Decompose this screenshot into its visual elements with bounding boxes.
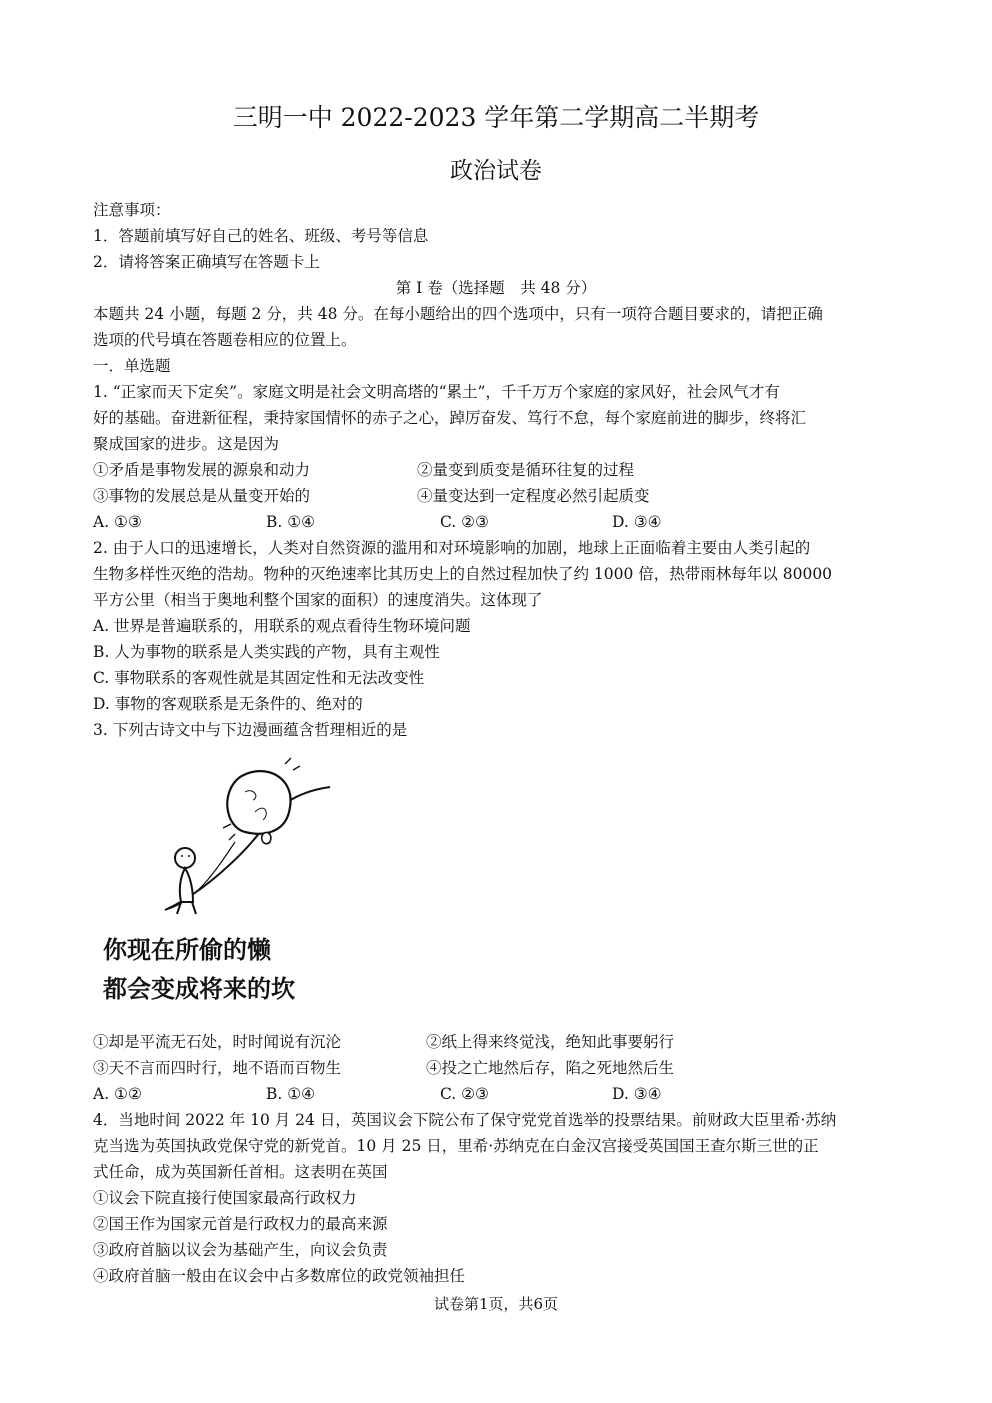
q4-statement-1: ①议会下院直接行使国家最高行政权力 (93, 1189, 357, 1207)
q3-choice-a: A. ①② (93, 1085, 142, 1103)
q3-statement-4: ④投之亡地然后存，陷之死地然后生 (426, 1059, 675, 1077)
q2-option-c: C. 事物联系的客观性就是其固定性和无法改变性 (93, 669, 425, 687)
question-1-stem: 1. “正家而天下定矣”。家庭文明是社会文明高塔的“累土”，千千万万个家庭的家风好，社会风气才有 (93, 383, 780, 401)
q4-statement-3: ③政府首脑以议会为基础产生，向议会负责 (93, 1241, 388, 1259)
question-2-stem: 2. 由于人口的迅速增长，人类对自然资源的滥用和对环境影响的加剧，地球上正面临着主要由人类引起的 (93, 539, 811, 557)
q3-choice-d: D. ③④ (612, 1085, 662, 1103)
page-footer: 试卷第1页，共6页 (433, 1295, 559, 1313)
q2-option-d: D. 事物的客观联系是无条件的、绝对的 (93, 695, 363, 713)
q1-choice-d: D. ③④ (612, 513, 662, 531)
part-heading: 一．单选题 (93, 357, 171, 375)
cartoon-caption-line-2: 都会变成将来的坎 (103, 975, 295, 1003)
cartoon-caption-line-1: 你现在所偷的懒 (103, 936, 271, 964)
q3-choice-c: C. ②③ (440, 1085, 489, 1103)
section-instructions: 本题共 24 小题，每题 2 分，共 48 分。在每小题给出的四个选项中，只有一项符合题目要求的，请把正确 (93, 305, 823, 323)
q3-statement-3: ③天不言而四时行，地不语而百物生 (93, 1059, 342, 1077)
q1-statement-3: ③事物的发展总是从量变开始的 (93, 487, 311, 505)
q3-statement-2: ②纸上得来终觉浅，绝知此事要躬行 (426, 1033, 675, 1051)
q3-choice-b: B. ①④ (266, 1085, 316, 1103)
notes-heading: 注意事项： (93, 201, 171, 219)
cartoon-figure (95, 752, 345, 1014)
question-1-stem: 聚成国家的进步。这是因为 (93, 435, 280, 453)
cartoon-drawing (95, 752, 345, 1014)
q1-choice-c: C. ②③ (440, 513, 489, 531)
q1-statement-2: ②量变到质变是循环往复的过程 (417, 461, 635, 479)
question-1-stem: 好的基础。奋进新征程，秉持家国情怀的赤子之心，踔厉奋发、笃行不怠，每个家庭前进的脚步，终将汇 (93, 409, 807, 427)
question-3-stem: 3. 下列古诗文中与下边漫画蕴含哲理相近的是 (93, 721, 408, 739)
question-4-stem: 4．当地时间 2022 年 10 月 24 日，英国议会下院公布了保守党党首选举的投票结果。前财政大臣里希·苏纳 (93, 1111, 837, 1129)
q4-statement-4: ④政府首脑一般由在议会中占多数席位的政党领袖担任 (93, 1267, 466, 1285)
q2-option-a: A. 世界是普遍联系的，用联系的观点看待生物环境问题 (93, 617, 471, 635)
q1-statement-4: ④量变达到一定程度必然引起质变 (417, 487, 650, 505)
exam-subtitle: 政治试卷 (450, 158, 542, 184)
q2-option-b: B. 人为事物的联系是人类实践的产物，具有主观性 (93, 643, 440, 661)
note-item: 2．请将答案正确填写在答题卡上 (93, 253, 320, 271)
question-2-stem: 平方公里（相当于奥地利整个国家的面积）的速度消失。这体现了 (93, 591, 543, 609)
question-2-stem: 生物多样性灭绝的浩劫。物种的灭绝速率比其历史上的自然过程加快了约 1000 倍，热带雨林每年以 80000 (93, 565, 833, 583)
section-title: 第 I 卷（选择题 共 48 分） (395, 279, 597, 297)
question-4-stem: 克当选为英国执政党保守党的新党首。10 月 25 日，里希·苏纳克在白金汉宫接受英国国王查尔斯三世的正 (93, 1137, 819, 1155)
q3-statement-1: ①却是平流无石处，时时闻说有沉沦 (93, 1033, 342, 1051)
q4-statement-2: ②国王作为国家元首是行政权力的最高来源 (93, 1215, 388, 1233)
q1-statement-1: ①矛盾是事物发展的源泉和动力 (93, 461, 311, 479)
question-4-stem: 式任命，成为英国新任首相。这表明在英国 (93, 1163, 388, 1181)
q1-choice-b: B. ①④ (266, 513, 316, 531)
exam-title: 三明一中 2022-2023 学年第二学期高二半期考 (232, 103, 760, 132)
q1-choice-a: A. ①③ (93, 513, 142, 531)
note-item: 1．答题前填写好自己的姓名、班级、考号等信息 (93, 227, 429, 245)
section-instructions: 选项的代号填在答题卷相应的位置上。 (93, 331, 357, 349)
